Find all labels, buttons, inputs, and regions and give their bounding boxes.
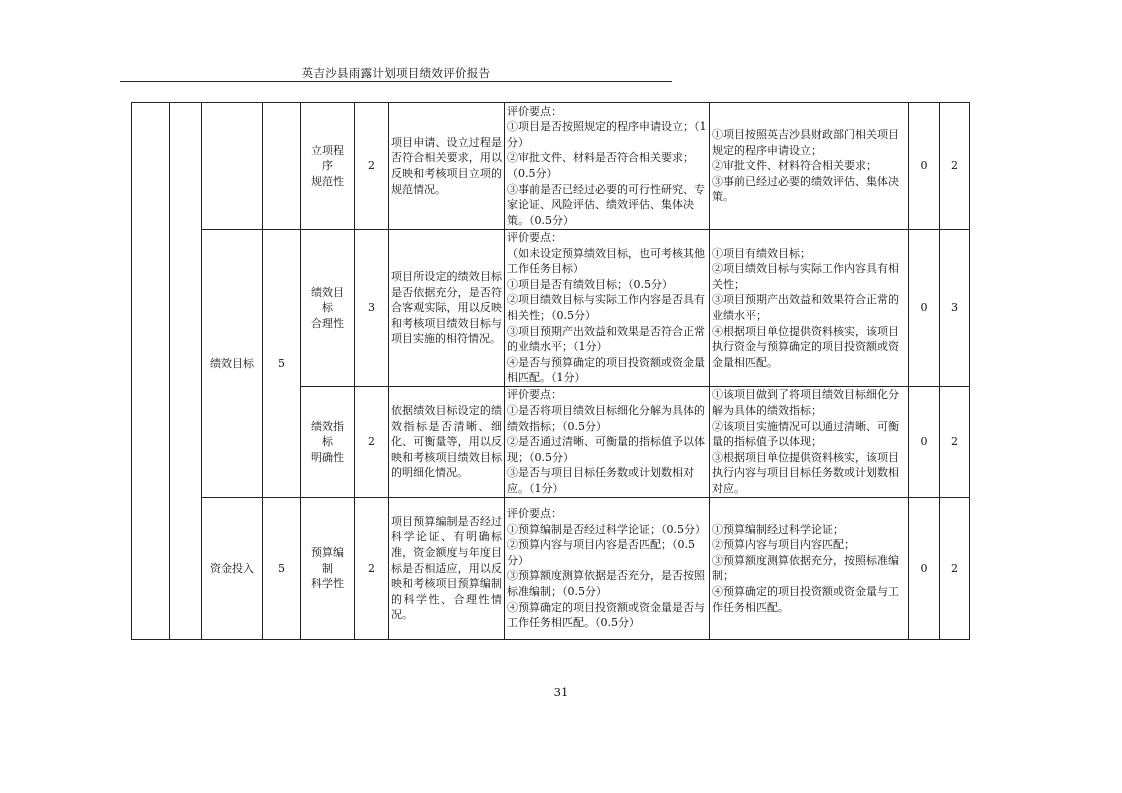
final-score: 3	[940, 230, 970, 387]
indicator-weight: 3	[355, 230, 389, 387]
section-name: 资金投入	[202, 497, 263, 639]
indicator-description: 项目所设定的绩效目标是否依据充分，是否符合客观实际，用以反映和考核项目绩效目标与项目实施的相符情况。	[389, 230, 505, 387]
indicator-weight: 2	[355, 386, 389, 497]
evaluation-criteria: 评价要点： ①是否将项目绩效目标细化分解为具体的绩效指标；（0.5分） ②是否通过清晰、可衡量的指标值予以体现；（0.5分） ③是否与项目目标任务数或计划数相对应。（1分）	[505, 386, 710, 497]
indicator-description: 项目预算编制是否经过科学论证、有明确标准，资金额度与年度目标是否相适应，用以反映和考核项目预算编制的科学性、合理性情况。	[389, 497, 505, 639]
evaluation-criteria: 评价要点： ①项目是否按照规定的程序申请设立；（1分） ②审批文件、材料是否符合相关要求；（0.5分） ③事前是否已经过必要的可行性研究、专家论证、风险评估、绩效评估、集体决策。（0.5分）	[505, 103, 710, 230]
deduction-value: 0	[909, 386, 940, 497]
level3-cell-empty	[202, 103, 263, 230]
indicator-name: 绩效指 标 明确性	[301, 386, 355, 497]
table-row	[132, 230, 970, 387]
indicator-description: 依据绩效目标设定的绩效指标是否清晰、细化、可衡量等，用以反映和考核项目绩效目标的明细化情况。	[389, 386, 505, 497]
indicator-weight: 2	[355, 497, 389, 639]
report-header-title: 英吉沙县雨露计划项目绩效评价报告	[301, 66, 491, 80]
deduction-value: 0	[909, 497, 940, 639]
final-score: 2	[940, 497, 970, 639]
table-row	[132, 497, 970, 639]
evaluation-result: ①项目按照英吉沙县财政部门相关项目规定的程序申请设立； ②审批文件、材料符合相关要求； ③事前已经过必要的绩效评估、集体决策。	[710, 103, 909, 230]
indicator-weight: 2	[355, 103, 389, 230]
section-name: 绩效目标	[202, 230, 263, 498]
page-number: 31	[553, 685, 569, 699]
table-row	[132, 103, 970, 230]
evaluation-table	[131, 102, 970, 640]
final-score: 2	[940, 386, 970, 497]
evaluation-criteria: 评价要点： ①预算编制是否经过科学论证；（0.5分） ②预算内容与项目内容是否匹配；（0.5分） ③预算额度测算依据是否充分，是否按照标准编制；（0.5分） ④预算确定的项目投资额或资金量是否与工作任务相匹配。（0.5分）	[505, 497, 710, 639]
indicator-name: 预算编 制 科学性	[301, 497, 355, 639]
deduction-value: 0	[909, 103, 940, 230]
deduction-value: 0	[909, 230, 940, 387]
level2-cell-empty	[170, 103, 202, 640]
indicator-description: 项目申请、设立过程是否符合相关要求，用以反映和考核项目立项的规范情况。	[389, 103, 505, 230]
header-rule	[120, 81, 672, 82]
section-score: 5	[263, 230, 301, 498]
evaluation-result: ①项目有绩效目标； ②项目绩效目标与实际工作内容具有相关性； ③项目预期产出效益和效果符合正常的业绩水平； ④根据项目单位提供资料核实，该项目执行资金与预算确定的项目投资额或资金量相匹配。	[710, 230, 909, 387]
evaluation-criteria: 评价要点： （如未设定预算绩效目标，也可考核其他工作任务目标） ①项目是否有绩效目标；（0.5分） ②项目绩效目标与实际工作内容是否具有相关性；（0.5分） ③项目预期产出效益和效果是否符合正常的业绩水平；（1分） ④是否与预算确定的项目投资额或资金量相匹配。（1分）	[505, 230, 710, 387]
indicator-name: 立项程 序 规范性	[301, 103, 355, 230]
section-score: 5	[263, 497, 301, 639]
evaluation-result: ①预算编制经过科学论证； ②预算内容与项目内容匹配； ③预算额度测算依据充分，按照标准编制； ④预算确定的项目投资额或资金量与工作任务相匹配。	[710, 497, 909, 639]
evaluation-result: ①该项目做到了将项目绩效目标细化分解为具体的绩效指标； ②该项目实施情况可以通过清晰、可衡量的指标值予以体现； ③根据项目单位提供资料核实，该项目执行内容与项目目标任务数或计划数相对应。	[710, 386, 909, 497]
final-score: 2	[940, 103, 970, 230]
level3-score-cell-empty	[263, 103, 301, 230]
indicator-name: 绩效目 标 合理性	[301, 230, 355, 387]
level1-cell-empty	[132, 103, 170, 640]
